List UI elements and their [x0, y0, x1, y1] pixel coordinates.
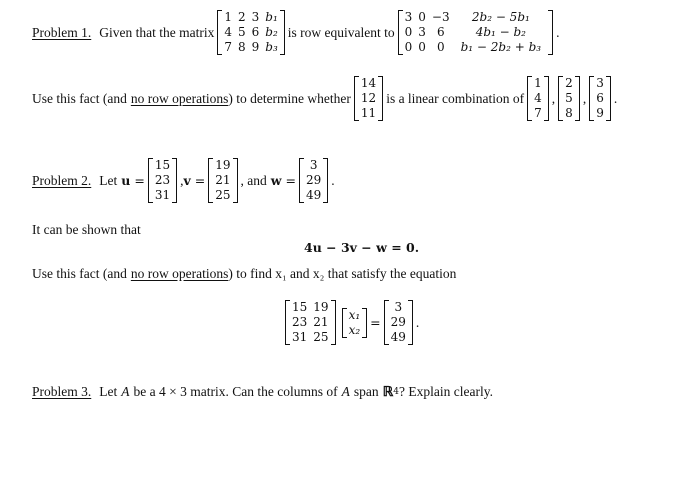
linear-relation: 4u − 3v − w = 0.: [304, 240, 420, 255]
comma: ,: [582, 90, 587, 106]
vector-entry: 49: [306, 188, 322, 202]
equals-sign: =: [134, 173, 145, 188]
problem3-label: Problem 3.: [32, 384, 92, 399]
equals-sign: =: [370, 315, 381, 330]
vector-entry: 4: [534, 91, 542, 105]
real-space-symbol: ℝ: [382, 384, 394, 399]
matrix-a-cell: 7: [224, 40, 232, 54]
period: .: [556, 24, 560, 40]
vector-2: [558, 76, 580, 121]
and-text: , and: [240, 172, 267, 188]
linear-combination-text: is a linear combination of: [386, 90, 525, 106]
matrix-cell: 31: [292, 330, 308, 344]
matrix-name: A: [121, 384, 130, 399]
let-text: Let: [99, 172, 118, 188]
matrix-a-cell: 5: [237, 25, 246, 39]
matrix-a: [217, 10, 284, 55]
matrix-cell: 25: [313, 330, 329, 344]
vector-entry: 23: [154, 173, 171, 187]
vector-u: [148, 158, 177, 203]
vector-entry: 3: [596, 76, 604, 90]
no-row-operations-emphasis: no row operations: [130, 266, 229, 281]
shown-text: It can be shown that: [32, 222, 141, 237]
matrix-cell: 23: [292, 315, 308, 329]
matrix-b-cell: 2b₂ − 5b₁: [471, 10, 530, 24]
matrix-b-cell: 6: [436, 25, 445, 39]
matrix-a-cell: 8: [237, 40, 246, 54]
coefficient-matrix: [285, 300, 336, 345]
problem2-label: Problem 2.: [32, 172, 92, 188]
vector-w-name: w: [270, 173, 282, 188]
vector-entry: 25: [215, 188, 231, 202]
vector-u-name: u: [121, 173, 131, 188]
matrix-a-cell: 2: [237, 10, 246, 24]
matrix-a-cell: 3: [251, 10, 260, 24]
vector-entry: 7: [534, 106, 542, 120]
matrix-a-cell: b₁: [265, 10, 278, 24]
no-row-operations-emphasis: no row operations: [130, 90, 229, 106]
vector-entry: 2: [565, 76, 573, 90]
matrix-equation: [282, 300, 419, 345]
equals-sign: =: [194, 173, 206, 188]
vector-entry: 12: [360, 91, 377, 105]
matrix-a-cell: 6: [251, 25, 260, 39]
vector-entry: 11: [360, 106, 377, 120]
matrix-b: [398, 10, 553, 55]
matrix-a-cell: 9: [251, 40, 260, 54]
vector-entry: 15: [154, 158, 171, 172]
matrix-cell: 21: [313, 315, 329, 329]
row-equivalent-text: is row equivalent to: [287, 24, 395, 40]
problem1-label: Problem 1.: [32, 24, 92, 40]
comma: ,: [551, 90, 556, 106]
vector-entry: 29: [306, 173, 322, 187]
period: .: [331, 172, 335, 188]
unknown-vector: [342, 308, 368, 338]
shown-line: [32, 222, 141, 238]
vector-entry: 9: [596, 106, 604, 120]
vector-entry: 21: [215, 173, 231, 187]
rhs-vector: [384, 300, 413, 345]
matrix-cell: 19: [313, 300, 329, 314]
problem1-question: [32, 76, 617, 121]
vector-w: [299, 158, 328, 203]
problem2-statement: [32, 158, 335, 203]
problem1-intro: Given that the matrix: [99, 24, 215, 40]
matrix-cell: 15: [292, 300, 308, 314]
equals-sign: =: [285, 173, 297, 188]
vector-entry: 3: [394, 300, 403, 314]
matrix-a-cell: 1: [224, 10, 232, 24]
matrix-b-cell: 0: [404, 25, 413, 39]
matrix-b-cell: 0: [418, 10, 426, 24]
problem1-statement: [32, 10, 559, 55]
vector-3: [589, 76, 611, 121]
vector-entry: 14: [360, 76, 377, 90]
space-exponent: 4: [393, 387, 400, 397]
matrix-a-cell: 4: [224, 25, 232, 39]
relation-line: [304, 240, 419, 255]
vector-entry: 31: [154, 188, 171, 202]
vector-entry: 49: [390, 330, 406, 344]
comma: ,: [180, 172, 184, 188]
vector-entry: 5: [565, 91, 573, 105]
matrix-name: A: [341, 384, 350, 399]
problem3-let: Let: [99, 384, 118, 399]
unknown-entry: x₁: [348, 307, 361, 322]
vector-entry: 8: [565, 106, 573, 120]
problem3-end: ? Explain clearly.: [399, 384, 493, 399]
problem2-question: [32, 266, 456, 282]
matrix-b-cell: 3: [404, 10, 413, 24]
period: .: [415, 314, 420, 330]
matrix-b-cell: 0: [418, 40, 426, 54]
problem3-question-text: be a 4 × 3 matrix. Can the columns of: [133, 384, 338, 399]
matrix-b-cell: 0: [436, 40, 445, 54]
use-fact-text: Use this fact (and: [32, 90, 127, 106]
vector-entry: 1: [534, 76, 542, 90]
vector-entry: 29: [390, 315, 406, 329]
matrix-a-cell: b₂: [265, 25, 278, 39]
unknown-entry: x₂: [348, 322, 361, 337]
matrix-b-cell: 3: [418, 25, 426, 39]
matrix-b-cell: 0: [404, 40, 413, 54]
problem3-statement: [32, 384, 493, 400]
matrix-a-cell: b₃: [265, 40, 278, 54]
use-fact-text: Use this fact (and: [32, 266, 127, 281]
vector-entry: 3: [309, 158, 318, 172]
matrix-b-cell: b₁ − 2b₂ + b₃: [460, 40, 542, 54]
vector-v: [208, 158, 237, 203]
vector-1: [527, 76, 549, 121]
period: .: [613, 90, 618, 106]
matrix-b-cell: −3: [431, 10, 450, 24]
target-vector: [354, 76, 383, 121]
determine-whether-text: ) to determine whether: [228, 90, 351, 106]
span-text: span: [353, 384, 379, 399]
vector-v-name: v: [183, 173, 191, 188]
find-text: ) to find x₁ and x₂ that satisfy the equation: [228, 266, 457, 281]
matrix-b-cell: 4b₁ − b₂: [475, 25, 526, 39]
vector-entry: 6: [596, 91, 604, 105]
vector-entry: 19: [215, 158, 231, 172]
